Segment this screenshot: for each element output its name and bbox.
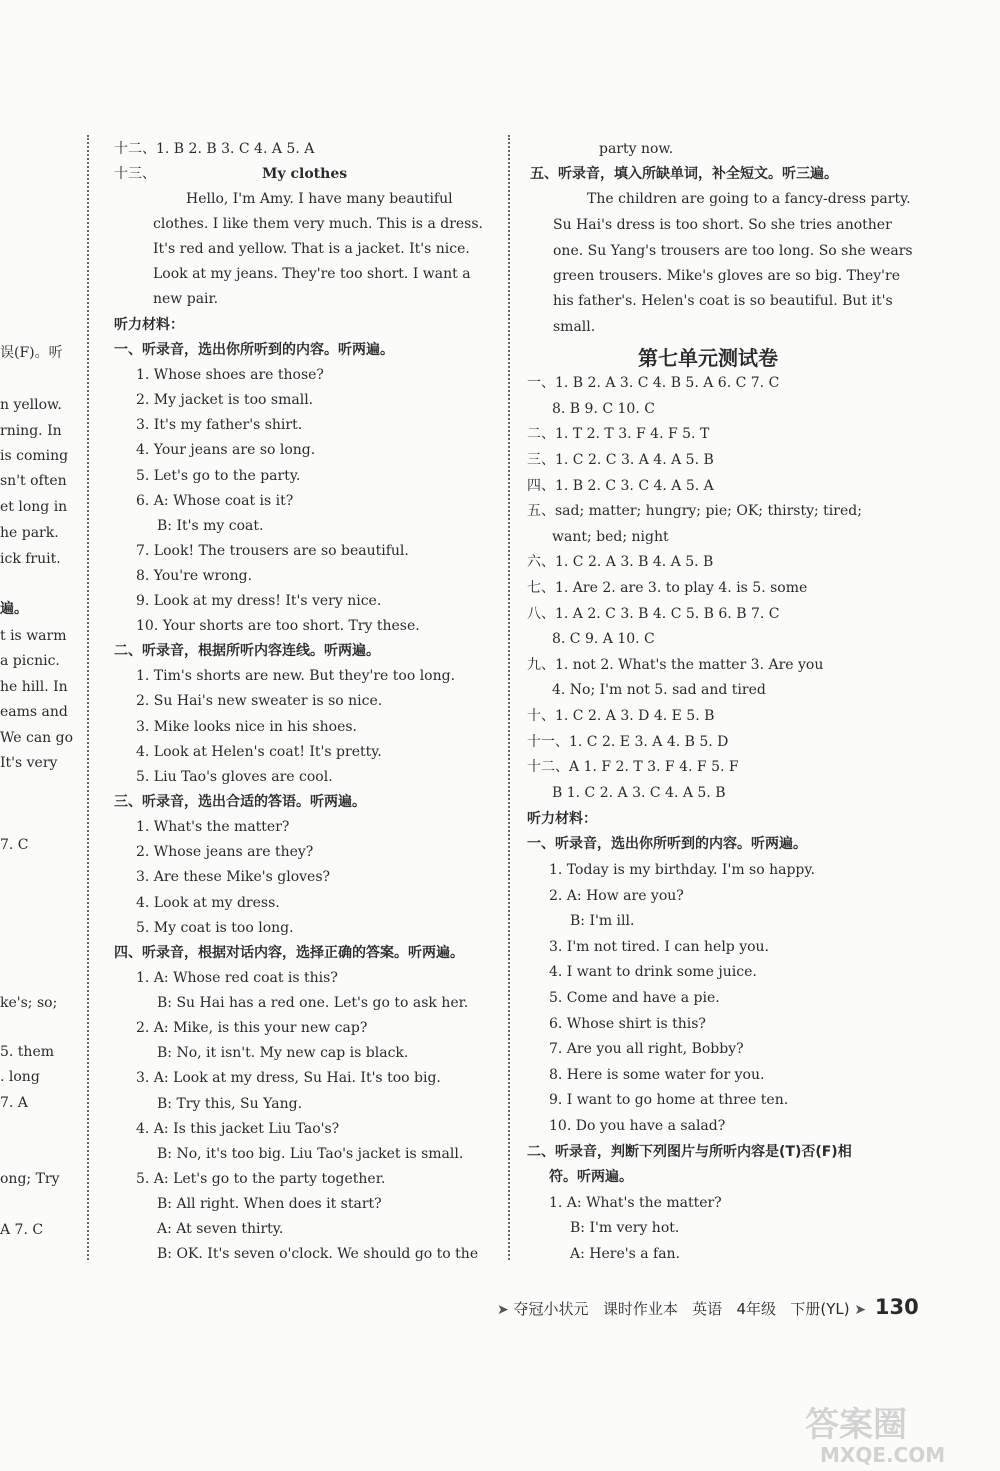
- column-divider-left: [87, 135, 89, 1260]
- list-item: 2. Whose jeans are they?: [136, 844, 314, 860]
- list-item: 5. Let's go to the party.: [136, 468, 301, 484]
- arrow-right-icon: ➤: [497, 1302, 509, 1318]
- partial-line: ong; Try: [0, 1171, 60, 1187]
- list-item: 3. Are these Mike's gloves?: [136, 869, 331, 885]
- partial-line: t is warm: [0, 628, 67, 644]
- partial-line: ke's; so;: [0, 995, 58, 1011]
- answer-line-12: 十二、1. B 2. B 3. C 4. A 5. A: [114, 141, 315, 157]
- passage-line: small.: [553, 319, 596, 335]
- partial-line: . long: [0, 1069, 40, 1085]
- list-item: 2. A: Mike, is this your new cap?: [136, 1020, 368, 1036]
- footer-grade: 4年级: [736, 1300, 777, 1318]
- answer-line: 七、1. Are 2. are 3. to play 4. is 5. some: [527, 580, 808, 596]
- section-13-label: 十三、: [114, 166, 156, 182]
- partial-line: 遍。: [0, 601, 28, 617]
- answer-line: 二、1. T 2. T 3. F 4. F 5. T: [527, 426, 710, 442]
- partial-line: 5. them: [0, 1044, 55, 1060]
- watermark-url: MXQE.COM: [820, 1443, 946, 1466]
- list-item: 10. Do you have a salad?: [549, 1118, 726, 1134]
- answer-line: 五、sad; matter; hungry; pie; OK; thirsty; tired;: [527, 503, 862, 519]
- partial-line: et long in: [0, 499, 68, 515]
- list-item: B: Su Hai has a red one. Let's go to ask her.: [157, 995, 469, 1011]
- answer-line: 八、1. A 2. C 3. B 4. C 5. B 6. B 7. C: [527, 606, 780, 622]
- list-item: 2. A: How are you?: [549, 888, 684, 904]
- partial-line: A 7. C: [0, 1222, 44, 1238]
- answer-line: B 1. C 2. A 3. C 4. A 5. B: [552, 785, 726, 801]
- part-1-heading: 一、听录音，选出你所听到的内容。听两遍。: [114, 342, 394, 358]
- listening-1-heading: 一、听录音，选出你所听到的内容。听两遍。: [527, 836, 807, 852]
- partial-line: is coming: [0, 448, 69, 464]
- page-footer: [497, 1295, 919, 1319]
- column-divider-right: [508, 135, 510, 1260]
- list-item: 7. Are you all right, Bobby?: [549, 1041, 744, 1057]
- listening-label: 听力材料：: [114, 317, 184, 333]
- partial-line: 7. A: [0, 1095, 28, 1111]
- list-item: 9. Look at my dress! It's very nice.: [136, 593, 382, 609]
- list-item: 3. It's my father's shirt.: [136, 417, 303, 433]
- footer-subject: 英语: [692, 1300, 723, 1318]
- page-number: 130: [874, 1295, 919, 1319]
- listening-2-heading: 二、听录音，判断下列图片与所听内容是(T)否(F)相: [527, 1144, 852, 1160]
- list-item: B: It's my coat.: [157, 518, 264, 534]
- list-item: 1. Today is my birthday. I'm so happy.: [549, 862, 815, 878]
- essay-line: It's red and yellow. That is a jacket. It's nice.: [153, 241, 470, 257]
- answer-line: want; bed; night: [552, 529, 669, 545]
- list-item: B: OK. It's seven o'clock. We should go to the: [157, 1246, 479, 1262]
- answer-line: 4. No; I'm not 5. sad and tired: [552, 682, 766, 698]
- answer-line: 四、1. B 2. C 3. C 4. A 5. A: [527, 478, 714, 494]
- list-item: 5. Come and have a pie.: [549, 990, 720, 1006]
- essay-line: Look at my jeans. They're too short. I want a: [153, 266, 471, 282]
- list-item: 1. Tim's shorts are new. But they're too long.: [136, 668, 456, 684]
- partial-line: 误(F)。听: [0, 345, 63, 361]
- passage-line: one. Su Yang's trousers are too long. So she wears: [553, 243, 913, 259]
- list-item: 1. A: What's the matter?: [549, 1195, 722, 1211]
- footer-book: 课时作业本: [602, 1300, 678, 1318]
- partial-line: rning. In: [0, 423, 62, 439]
- list-item: 4. Look at my dress.: [136, 895, 280, 911]
- footer-volume: 下册(YL): [790, 1300, 850, 1318]
- watermark-logo: [800, 1400, 990, 1466]
- arrow-right-icon: ➤: [854, 1302, 867, 1318]
- list-item: 5. My coat is too long.: [136, 920, 294, 936]
- section-title: 第七单元测试卷: [638, 346, 778, 370]
- passage-line: Su Hai's dress is too short. So she tries another: [553, 217, 892, 233]
- watermark-text: 答案圈: [805, 1405, 907, 1445]
- list-item: 4. Your jeans are so long.: [136, 442, 316, 458]
- passage-line: his father's. Helen's coat is so beautiful. But it's: [553, 293, 893, 309]
- answer-line: 九、1. not 2. What's the matter 3. Are you: [527, 657, 824, 673]
- list-item: 1. A: Whose red coat is this?: [136, 970, 338, 986]
- list-item: A: At seven thirty.: [157, 1221, 284, 1237]
- list-item: 3. A: Look at my dress, Su Hai. It's too big.: [136, 1070, 441, 1086]
- list-item: A: Here's a fan.: [570, 1246, 681, 1262]
- partial-line: he hill. In: [0, 679, 68, 695]
- partial-line: he park.: [0, 525, 59, 541]
- list-item: 8. You're wrong.: [136, 568, 253, 584]
- list-item: 4. A: Is this jacket Liu Tao's?: [136, 1121, 340, 1137]
- passage-line: green trousers. Mike's gloves are so big. They're: [553, 268, 900, 284]
- answer-line: 三、1. C 2. C 3. A 4. A 5. B: [527, 452, 714, 468]
- list-item: 7. Look! The trousers are so beautiful.: [136, 543, 409, 559]
- partial-line: ick fruit.: [0, 551, 61, 567]
- list-item: 10. Your shorts are too short. Try these.: [136, 618, 420, 634]
- answer-line: 8. C 9. A 10. C: [552, 631, 655, 647]
- list-item: 3. I'm not tired. I can help you.: [549, 939, 770, 955]
- list-item: B: No, it isn't. My new cap is black.: [157, 1045, 409, 1061]
- partial-line: n yellow.: [0, 397, 62, 413]
- list-item: 5. A: Let's go to the party together.: [136, 1171, 386, 1187]
- list-item: 9. I want to go home at three ten.: [549, 1092, 789, 1108]
- list-item: 4. Look at Helen's coat! It's pretty.: [136, 744, 382, 760]
- essay-line: clothes. I like them very much. This is a dress.: [153, 216, 483, 232]
- answer-line: 十一、1. C 2. E 3. A 4. B 5. D: [527, 734, 729, 750]
- essay-title: My clothes: [262, 166, 348, 182]
- list-item: 2. Su Hai's new sweater is so nice.: [136, 693, 383, 709]
- list-item: B: Try this, Su Yang.: [157, 1096, 303, 1112]
- answer-line: 8. B 9. C 10. C: [552, 401, 655, 417]
- list-item: B: No, it's too big. Liu Tao's jacket is small.: [157, 1146, 464, 1162]
- essay-line: Hello, I'm Amy. I have many beautiful: [186, 191, 453, 207]
- essay-line: new pair.: [153, 291, 219, 307]
- partial-line: It's very: [0, 755, 58, 771]
- list-item: B: All right. When does it start?: [157, 1196, 382, 1212]
- answer-line: 十、1. C 2. A 3. D 4. E 5. B: [527, 708, 715, 724]
- listening-2-heading-cont: 符。听两遍。: [549, 1169, 633, 1185]
- part-5-heading: 五、听录音，填入所缺单词，补全短文。听三遍。: [530, 166, 838, 182]
- partial-line: sn't often: [0, 473, 67, 489]
- partial-line: 7. C: [0, 837, 29, 853]
- list-item: 5. Liu Tao's gloves are cool.: [136, 769, 333, 785]
- answer-line: 一、1. B 2. A 3. C 4. B 5. A 6. C 7. C: [527, 375, 780, 391]
- list-item: 8. Here is some water for you.: [549, 1067, 765, 1083]
- list-item: 1. Whose shoes are those?: [136, 367, 324, 383]
- partial-line: eams and: [0, 704, 68, 720]
- part-4-heading: 四、听录音，根据对话内容，选择正确的答案。听两遍。: [114, 945, 464, 961]
- list-item: 3. Mike looks nice in his shoes.: [136, 719, 357, 735]
- list-item: B: I'm very hot.: [570, 1220, 680, 1236]
- list-item: 2. My jacket is too small.: [136, 392, 314, 408]
- passage-line: The children are going to a fancy-dress party.: [587, 191, 911, 207]
- footer-brand: 夺冠小状元: [513, 1300, 589, 1318]
- answer-line: 六、1. C 2. A 3. B 4. A 5. B: [527, 554, 714, 570]
- partial-line: a picnic.: [0, 653, 60, 669]
- list-item: 6. Whose shirt is this?: [549, 1016, 706, 1032]
- part-3-heading: 三、听录音，选出合适的答语。听两遍。: [114, 794, 366, 810]
- list-item: 1. What's the matter?: [136, 819, 290, 835]
- part-2-heading: 二、听录音，根据所听内容连线。听两遍。: [114, 643, 380, 659]
- answer-line: 十二、A 1. F 2. T 3. F 4. F 5. F: [527, 759, 739, 775]
- list-item: 4. I want to drink some juice.: [549, 964, 757, 980]
- list-item: B: I'm ill.: [570, 913, 635, 929]
- continued-line: party now.: [599, 141, 674, 157]
- listening-label: 听力材料：: [527, 811, 597, 827]
- partial-line: We can go: [0, 730, 74, 746]
- list-item: 6. A: Whose coat is it?: [136, 493, 294, 509]
